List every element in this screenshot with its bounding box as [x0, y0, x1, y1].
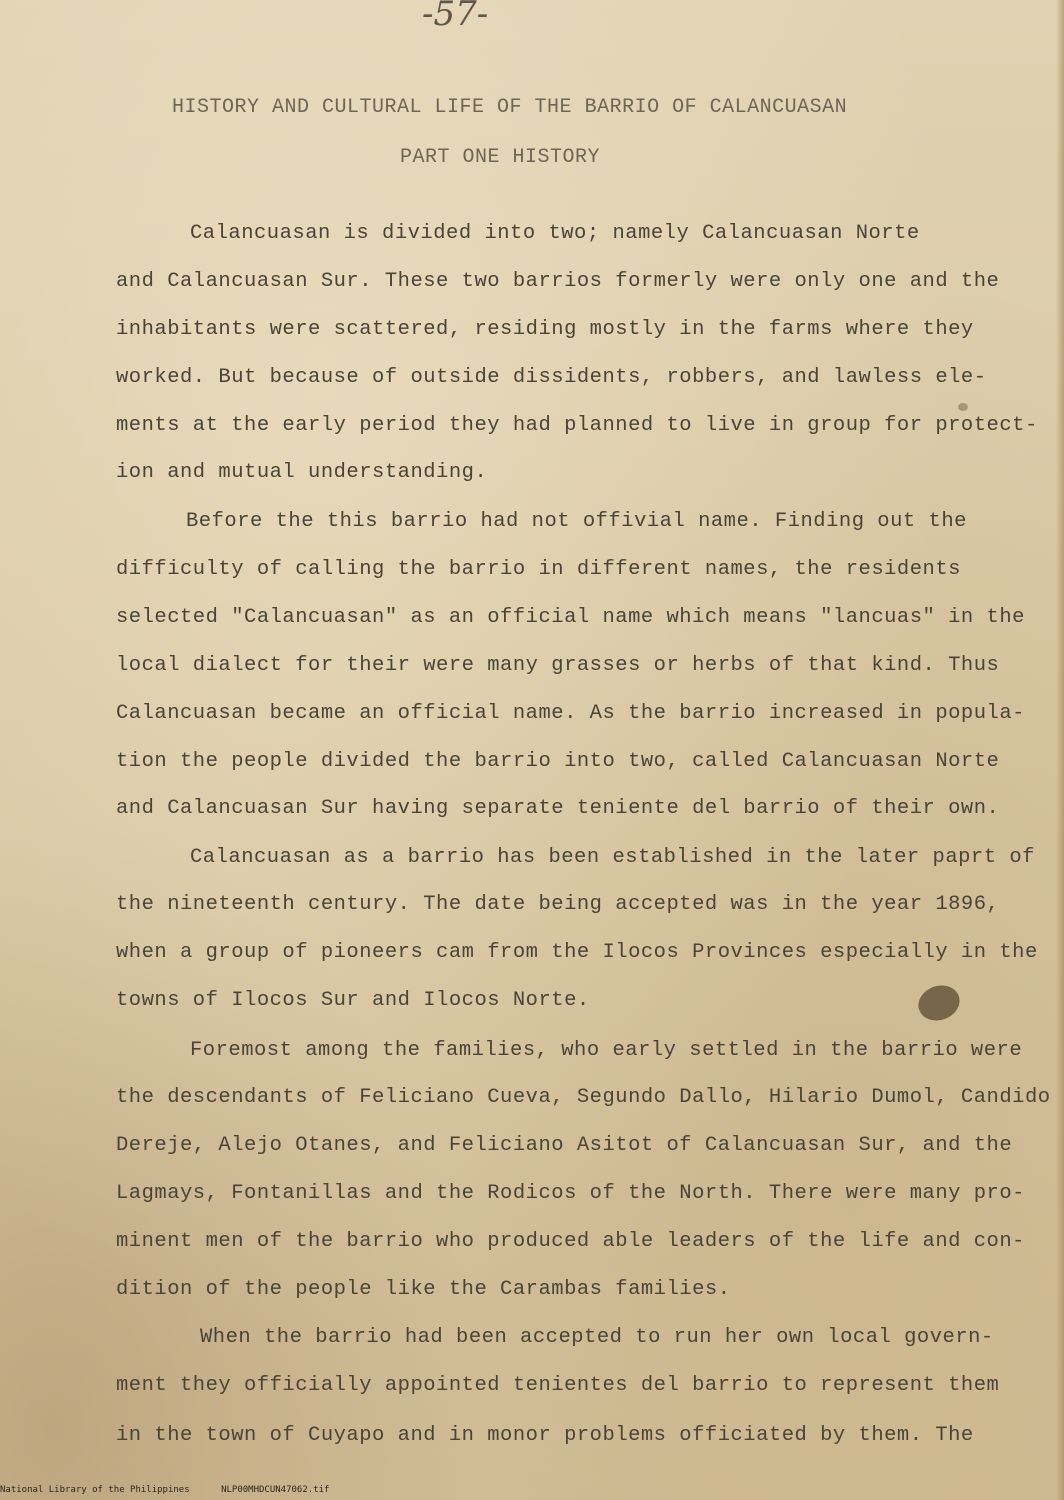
text-line: ments at the early period they had planned to live in group for protect-: [116, 414, 1038, 437]
text-line: tion the people divided the barrio into two, called Calancuasan Norte: [116, 750, 1000, 773]
text-line: the descendants of Feliciano Cueva, Segundo Dallo, Hilario Dumol, Candido: [116, 1086, 1051, 1109]
text-line: when a group of pioneers cam from the Ilocos Provinces especially in the: [116, 941, 1038, 964]
text-line: Foremost among the families, who early settled in the barrio were: [190, 1039, 1023, 1062]
text-line: selected "Calancuasan" as an official name which means "lancuas" in the: [116, 606, 1025, 629]
text-line: Lagmays, Fontanillas and the Rodicos of the North. There were many pro-: [116, 1182, 1025, 1205]
text-line: towns of Ilocos Sur and Ilocos Norte.: [116, 989, 590, 1012]
text-line: and Calancuasan Sur. These two barrios formerly were only one and the: [116, 270, 1000, 293]
text-line: Before the this barrio had not offivial name. Finding out the: [186, 510, 967, 533]
text-line: minent men of the barrio who produced able leaders of the life and con-: [116, 1230, 1025, 1253]
text-line: and Calancuasan Sur having separate teniente del barrio of their own.: [116, 797, 1000, 820]
text-line: Calancuasan became an official name. As the barrio increased in popula-: [116, 702, 1025, 725]
text-line: ion and mutual understanding.: [116, 461, 488, 484]
library-credit: National Library of the Philippines: [0, 1485, 190, 1495]
text-line: Calancuasan is divided into two; namely Calancuasan Norte: [190, 222, 920, 245]
page-number: -57-: [422, 0, 489, 34]
text-line: ment they officially appointed tenientes del barrio to represent them: [116, 1374, 1000, 1397]
text-line: in the town of Cuyapo and in monor problems officiated by them. The: [116, 1424, 974, 1447]
text-line: the nineteenth century. The date being accepted was in the year 1896,: [116, 893, 1000, 916]
page-edge-shadow: [1056, 0, 1064, 1500]
file-id: NLP00MHDCUN47062.tif: [221, 1485, 330, 1495]
text-line: Calancuasan as a barrio has been established in the later paprt of: [190, 846, 1035, 869]
text-line: When the barrio had been accepted to run her own local govern-: [200, 1326, 994, 1349]
text-line: difficulty of calling the barrio in different names, the residents: [116, 558, 961, 581]
text-line: worked. But because of outside dissidents, robbers, and lawless ele-: [116, 366, 987, 389]
text-line: local dialect for their were many grasses or herbs of that kind. Thus: [116, 654, 1000, 677]
section-heading: PART ONE HISTORY: [400, 146, 601, 169]
text-line: inhabitants were scattered, residing mostly in the farms where they: [116, 318, 974, 341]
scan-footer: [0, 1485, 355, 1495]
document-title: HISTORY AND CULTURAL LIFE OF THE BARRIO OF CALANCUASAN: [172, 96, 848, 119]
ink-stain: [958, 403, 968, 411]
text-line: Dereje, Alejo Otanes, and Feliciano Asitot of Calancuasan Sur, and the: [116, 1134, 1013, 1157]
text-line: dition of the people like the Carambas families.: [116, 1278, 731, 1301]
ink-stain: [913, 980, 964, 1026]
